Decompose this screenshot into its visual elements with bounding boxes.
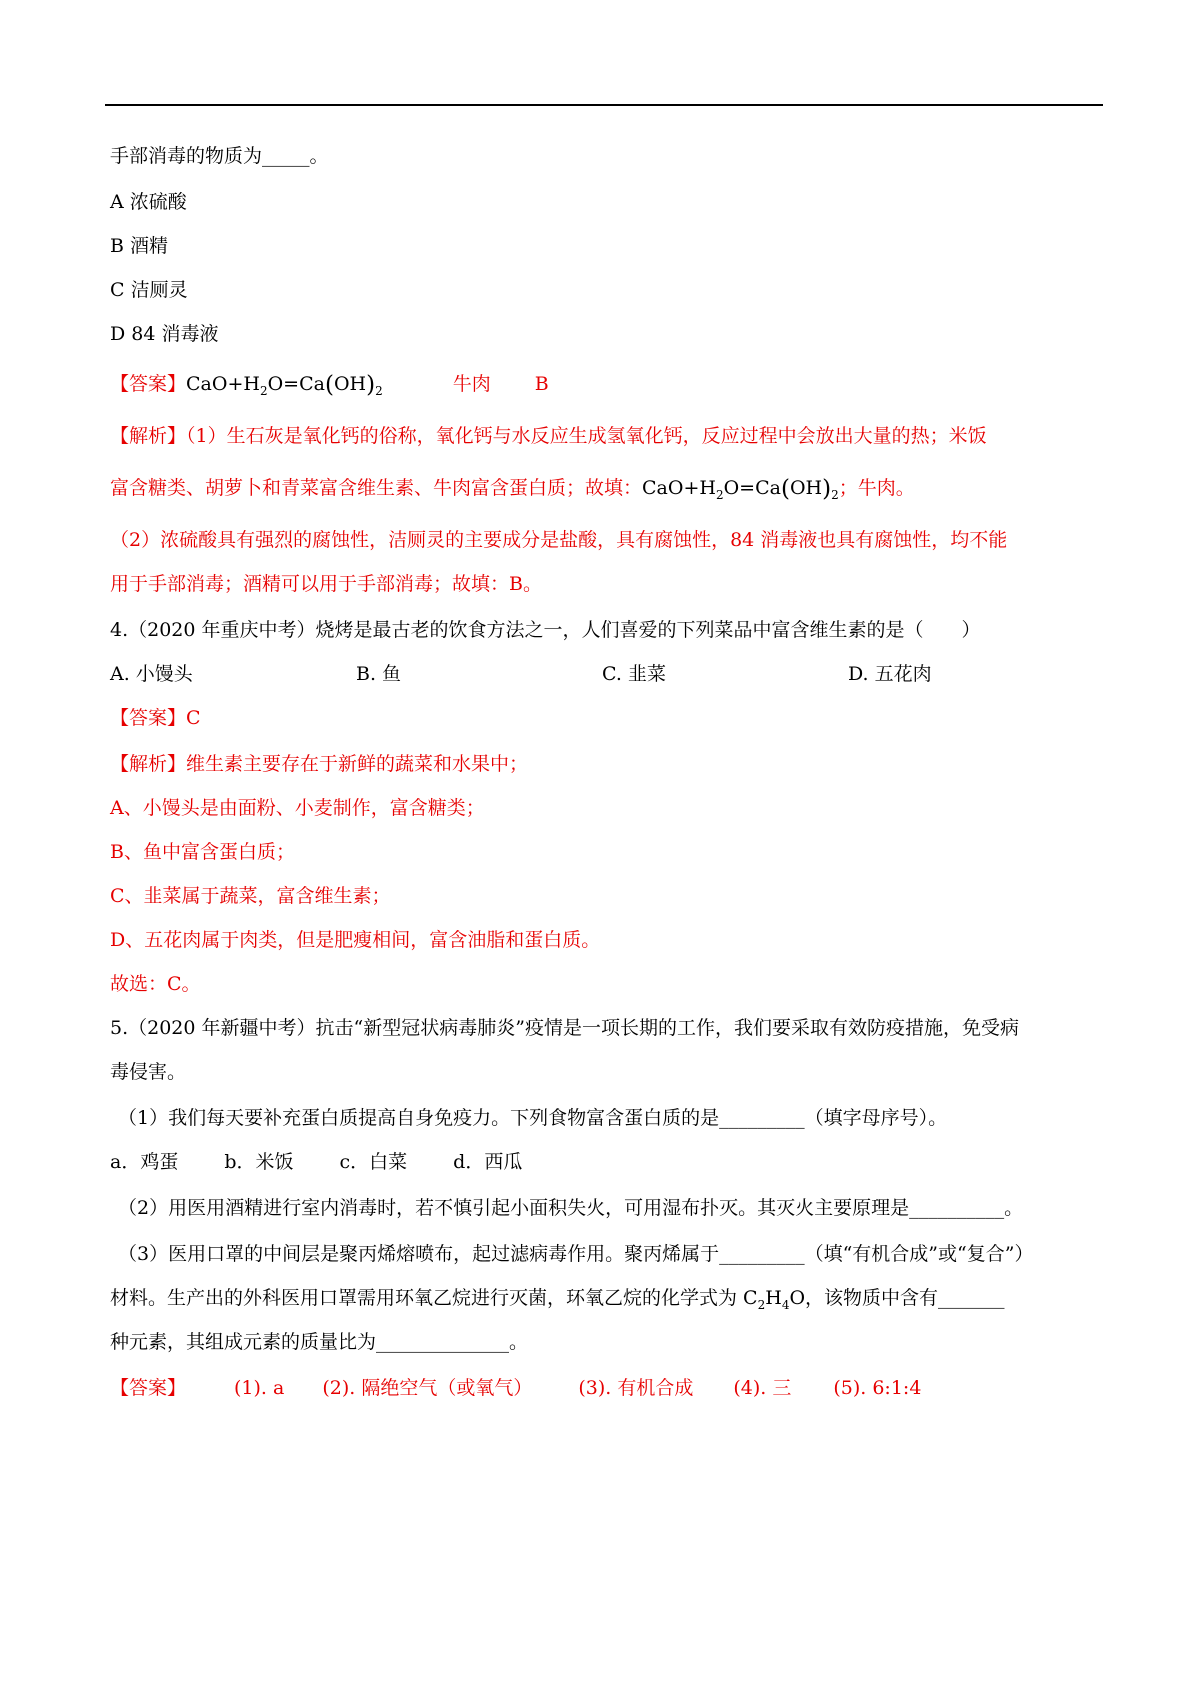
q5-stem-2: 毒侵害。 <box>110 1061 187 1083</box>
q4-analysis-c: C、韭菜属于蔬菜，富含维生素； <box>110 885 391 907</box>
q3-analysis-line-4: 用于手部消毒；酒精可以用于手部消毒；故填：B。 <box>110 573 542 595</box>
q5-options <box>110 1148 1100 1176</box>
q4-analysis-a: A、小馒头是由面粉、小麦制作，富含糖类； <box>110 797 485 819</box>
q4-analysis-d: D、五花肉属于肉类，但是肥瘦相间，富含油脂和蛋白质。 <box>110 929 601 951</box>
q3-analysis-line-1: 【解析】（1）生石灰是氧化钙的俗称，氧化钙与水反应生成氢氧化钙，反应过程中会放出大量的热；米饭 <box>110 425 987 447</box>
q5-option-a: a．鸡蛋 <box>110 1151 179 1173</box>
q4-analysis-first: 【解析】维生素主要存在于新鲜的蔬菜和水果中； <box>110 753 529 775</box>
header-rule <box>105 104 1103 106</box>
q5-stem-1: 5.（2020 年新疆中考）抗击“新型冠状病毒肺炎”疫情是一项长期的工作，我们要采取有效防疫措施，免受病 <box>110 1017 1019 1039</box>
q4-option-d: D. 五花肉 <box>848 663 932 685</box>
q3-stem-tail: 手部消毒的物质为_____。 <box>110 145 329 167</box>
q3-analysis-line-3: （2）浓硫酸具有强烈的腐蚀性，洁厕灵的主要成分是盐酸，具有腐蚀性，84 消毒液也具有腐蚀性，均不能 <box>110 529 1008 551</box>
q3-option-c: C 洁厕灵 <box>110 279 188 301</box>
q4-stem: 4.（2020 年重庆中考）烧烤是最古老的饮食方法之一，人们喜爱的下列菜品中富含维生素的是（ ） <box>110 619 981 641</box>
q5-part-3-cont: 材料。生产出的外科医用口罩需用环氧乙烷进行灭菌，环氧乙烷的化学式为 $C_2H_4O$，该物质中含有_______ <box>110 1287 1005 1312</box>
q4-option-c: C. 韭菜 <box>602 663 666 685</box>
answer-3: B <box>534 373 549 395</box>
q4-conclusion: 故选：C。 <box>110 973 201 995</box>
q5-answer: 【答案】 (1). a (2). 隔绝空气（或氧气） (3). 有机合成 (4). 三 (5). 6:1:4 <box>110 1377 922 1399</box>
q5-option-d: d．西瓜 <box>453 1151 523 1173</box>
q3-analysis-line-2: 富含糖类、胡萝卜和青菜富含维生素、牛肉富含蛋白质；故填：$CaO+H_2O=Ca(OH)_2$；牛肉。 <box>110 476 915 502</box>
answer-2: 牛肉 <box>452 373 491 395</box>
q3-answer <box>110 370 1100 405</box>
q4-option-a: A. 小馒头 <box>110 663 193 685</box>
answer-formula: $CaO+H_2O=Ca(OH)_2$ <box>186 372 383 398</box>
q4-option-b: B. 鱼 <box>356 663 402 685</box>
q4-answer: 【答案】C <box>110 707 201 729</box>
q5-part-1: （1）我们每天要补充蛋白质提高自身免疫力。下列食物富含蛋白质的是_________（填字母序号）。 <box>118 1107 948 1129</box>
q4-options <box>110 660 1100 688</box>
q5-part-3-end: 种元素，其组成元素的质量比为______________。 <box>110 1331 529 1353</box>
q5-part-2: （2）用医用酒精进行室内消毒时，若不慎引起小面积失火，可用湿布扑灭。其灭火主要原理是__________。 <box>118 1197 1024 1219</box>
q3-option-a: A 浓硫酸 <box>110 191 187 213</box>
q5-option-b: b．米饭 <box>224 1151 294 1173</box>
q5-part-3: （3）医用口罩的中间层是聚丙烯熔喷布，起过滤病毒作用。聚丙烯属于_________（填“有机合成”或“复合”） <box>118 1243 1034 1265</box>
q5-option-c: c．白菜 <box>339 1151 408 1173</box>
q3-option-b: B 酒精 <box>110 235 169 257</box>
answer-tag: 【答案】 <box>110 373 187 395</box>
q3-option-d: D 84 消毒液 <box>110 323 219 345</box>
q4-analysis-b: B、鱼中富含蛋白质； <box>110 841 295 863</box>
